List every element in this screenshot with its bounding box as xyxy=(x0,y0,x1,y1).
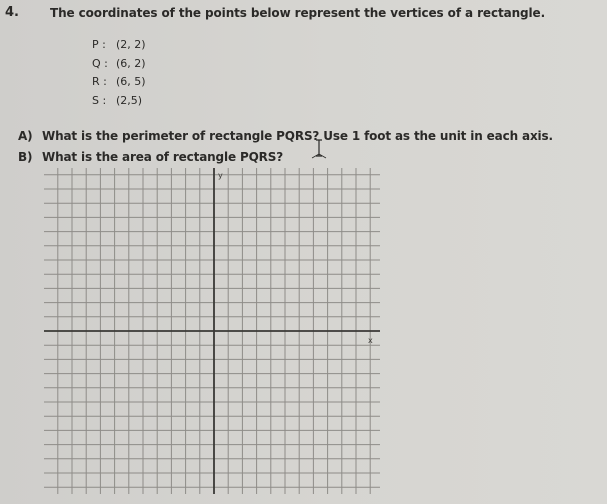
part-b-question xyxy=(18,150,283,164)
x-axis-label: x xyxy=(368,336,373,345)
vertex-q xyxy=(92,55,146,74)
part-a-question xyxy=(18,129,553,143)
vertex-s xyxy=(92,92,146,111)
vertex-coords: (6, 5) xyxy=(116,75,146,88)
coordinate-grid xyxy=(44,168,380,494)
vertex-label: P : xyxy=(92,38,106,51)
part-a-text: What is the perimeter of rectangle PQRS? Use 1 foot as the unit in each axis. xyxy=(42,129,553,143)
question-number: 4. xyxy=(5,5,19,20)
part-b-text: What is the area of rectangle PQRS? xyxy=(42,150,284,164)
part-a-letter: A) xyxy=(18,129,33,143)
vertex-p xyxy=(92,36,146,55)
part-b-letter: B) xyxy=(18,150,33,164)
vertex-coords: (6, 2) xyxy=(116,56,146,70)
y-axis-label: y xyxy=(218,171,223,180)
question-stem: The coordinates of the points below represent the vertices of a rectangle. xyxy=(50,6,546,20)
text-cursor-icon xyxy=(310,138,328,160)
vertex-label: Q : xyxy=(92,56,108,70)
vertex-label: S : xyxy=(92,93,107,107)
vertex-coords: (2,5) xyxy=(116,93,143,107)
vertex-r xyxy=(92,73,146,92)
vertex-coords: (2, 2) xyxy=(116,38,146,51)
vertex-label: R : xyxy=(92,75,107,88)
coordinate-grid-svg xyxy=(44,168,380,494)
vertex-list xyxy=(92,36,146,110)
